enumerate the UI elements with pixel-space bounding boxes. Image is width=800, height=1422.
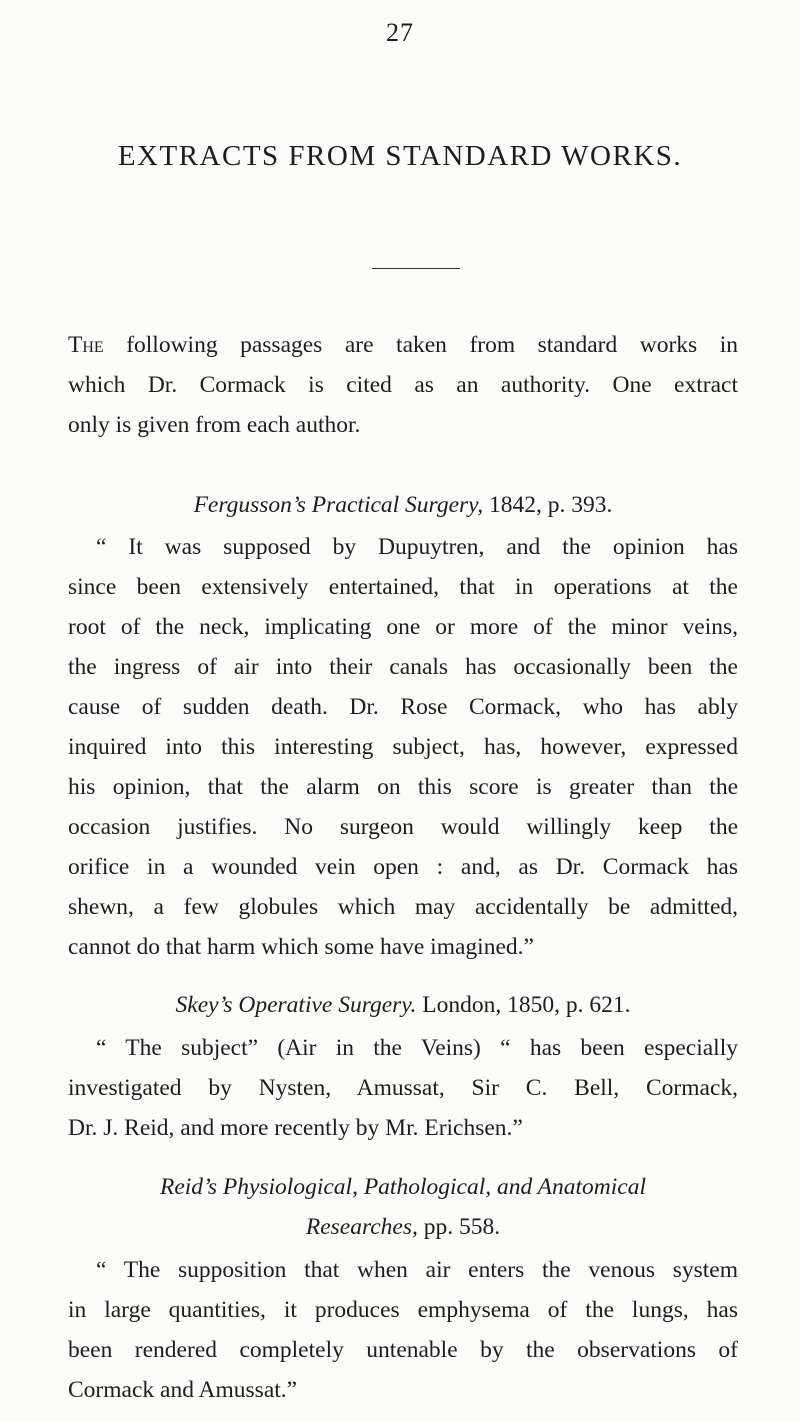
quote-line: “ The supposition that when air enters the venous system <box>96 1257 738 1283</box>
quote-line: his opinion, that the alarm on this score is greater than the <box>68 774 738 800</box>
title-divider <box>372 268 460 269</box>
quote-line: “ It was supposed by Dupuytren, and the opinion has <box>96 534 738 560</box>
source-details: 1842, p. 393. <box>483 492 613 518</box>
source-details: pp. 558. <box>417 1214 501 1240</box>
intro-paragraph <box>68 325 738 445</box>
quote-line: been rendered completely untenable by the observations of <box>68 1337 738 1363</box>
quote-line-last: Dr. J. Reid, and more recently by Mr. Erichsen.” <box>68 1115 523 1141</box>
quote-line: inquired into this interesting subject, has, however, expressed <box>68 734 738 760</box>
quote-line: root of the neck, implicating one or more of the minor veins, <box>68 614 738 640</box>
extract-quote <box>68 1250 738 1410</box>
page-number: 27 <box>386 18 414 47</box>
extract-source-heading-cont <box>68 1207 738 1247</box>
source-title: Fergusson’s Practical Surgery, <box>193 492 484 518</box>
quote-line: in large quantities, it produces emphysema of the lungs, has <box>68 1297 738 1323</box>
extract-quote <box>68 1028 738 1148</box>
quote-line: investigated by Nysten, Amussat, Sir C. Bell, Cormack, <box>68 1075 738 1101</box>
extract-source-heading <box>68 485 738 525</box>
quote-line: cause of sudden death. Dr. Rose Cormack, who has ably <box>68 694 738 720</box>
source-title: Reid’s Physiological, Pathological, and Anatomical <box>159 1174 647 1200</box>
extract-source-heading <box>68 1167 738 1207</box>
quote-line: since been extensively entertained, that in operations at the <box>68 574 738 600</box>
quote-line: shewn, a few globules which may accidentally be admitted, <box>68 894 738 920</box>
quote-line: orifice in a wounded vein open : and, as Dr. Cormack has <box>68 854 738 880</box>
quote-line: the ingress of air into their canals has occasionally been the <box>68 654 738 680</box>
quote-line-last: cannot do that harm which some have imagined.” <box>68 934 534 960</box>
extract-quote <box>68 527 738 967</box>
quote-line-last: Cormack and Amussat.” <box>68 1377 298 1403</box>
intro-line: which Dr. Cormack is cited as an authority. One extract <box>68 372 738 398</box>
source-details: London, 1850, p. 621. <box>416 992 631 1018</box>
quote-line: “ The subject” (Air in the Veins) “ has been especially <box>96 1035 738 1061</box>
quote-line: occasion justifies. No surgeon would willingly keep the <box>68 814 738 840</box>
extract-source-heading <box>68 985 738 1025</box>
source-title: Skey’s Operative Surgery. <box>175 992 417 1018</box>
intro-line <box>68 325 738 365</box>
source-title: Researches, <box>305 1214 418 1240</box>
intro-line-last: only is given from each author. <box>68 412 361 438</box>
intro-lead: The <box>68 332 104 358</box>
page-title: EXTRACTS FROM STANDARD WORKS. <box>117 140 683 172</box>
intro-line-text: following passages are taken from standard works in <box>103 332 738 358</box>
